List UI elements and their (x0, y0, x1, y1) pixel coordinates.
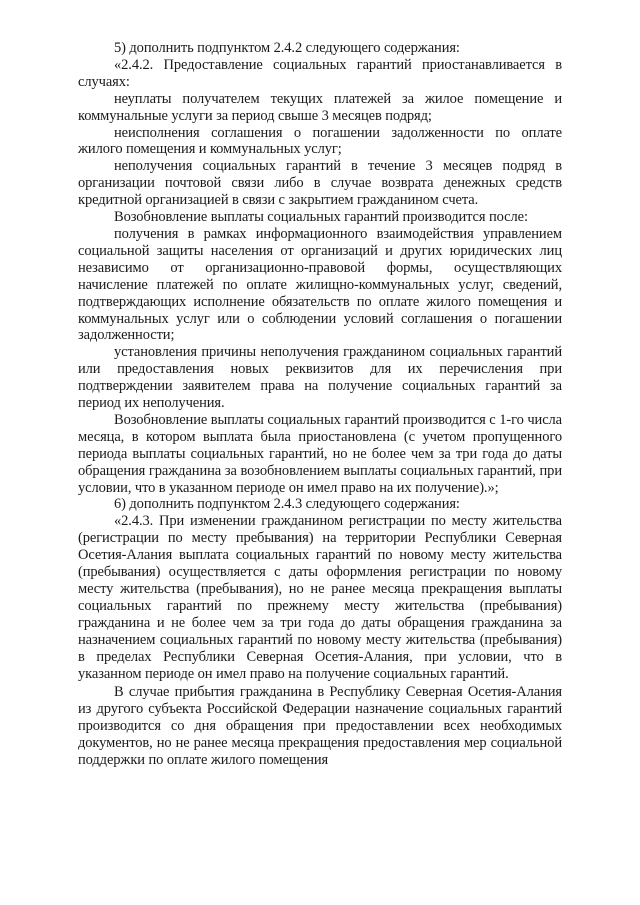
paragraph-info-exchange: получения в рамках информационного взаимодействия управлением социальной защиты населения от организаций и других юридических лиц независимо от организационно-правовой формы, осуществляющих начисление платежей по оплате жилищно-коммунальных услуг, сведений, подтверждающих исполнение обязательств по оплате жилого помещения и коммунальных услуг или о соблюдении условий соглашения о погашении задолженности; (78, 225, 562, 344)
paragraph-reason-established: установления причины неполучения гражданином социальных гарантий или предоставления новых реквизитов для их перечисления при подтверждении заявителем права на получение социальных гарантий за период их неполучения. (78, 344, 562, 412)
paragraph-resumption-after: Возобновление выплаты социальных гарантий производится после: (114, 209, 528, 226)
paragraph-nonpayment: неуплаты получателем текущих платежей за жилое помещение и коммунальные услуги за период свыше 3 месяцев подряд; (78, 90, 562, 124)
document-page (78, 40, 562, 769)
paragraph-item-5-heading: 5) дополнить подпунктом 2.4.2 следующего содержания: (114, 40, 460, 56)
paragraph-arrival-case: В случае прибытия гражданина в Республику Северная Осетия-Алания из другого субъекта Российской Федерации назначение социальных гарантий производится со дня обращения при предоставлении всех необходимых документов, но не ранее месяца прекращения предоставления мер социальной поддержки по оплате жилого помещения (78, 684, 562, 769)
paragraph-2-4-2-intro: «2.4.2. Предоставление социальных гарантий приостанавливается в случаях: (78, 56, 562, 90)
paragraph-item-6-heading: 6) дополнить подпунктом 2.4.3 следующего содержания: (114, 496, 460, 513)
paragraph-2-4-3: «2.4.3. При изменении гражданином регистрации по месту жительства (регистрации по месту пребывания) на территории Республики Северная Осетия-Алания выплата социальных гарантий по новому месту жительства (пребывания) осуществляется с даты оформления регистрации по новому месту жительства (пребывания), но не ранее месяца прекращения выплаты социальных гарантий по прежнему месту жительства (пребывания) гражданина и не более чем за три года до даты обращения гражданина за назначением социальных гарантий по новому месту жительства (пребывания) в пределах Республики Северная Осетия-Алания, при условии, что в указанном периоде он имел право на получение социальных гарантий. (78, 513, 562, 682)
paragraph-agreement-breach: неисполнения соглашения о погашении задолженности по оплате жилого помещения и коммунальных услуг; (78, 124, 562, 158)
paragraph-nonreceipt: неполучения социальных гарантий в течение 3 месяцев подряд в организации почтовой связи либо в случае возврата денежных средств кредитной организацией в связи с закрытием гражданином счета. (78, 158, 562, 209)
paragraph-resumption-date: Возобновление выплаты социальных гарантий производится с 1-го числа месяца, в котором выплата была приостановлена (с учетом пропущенного периода выплаты социальных гарантий, но не более чем за три года до даты обращения гражданина за возобновлением выплаты социальных гарантий, при условии, что в указанном периоде он имел право на их получение).»; (78, 411, 562, 496)
